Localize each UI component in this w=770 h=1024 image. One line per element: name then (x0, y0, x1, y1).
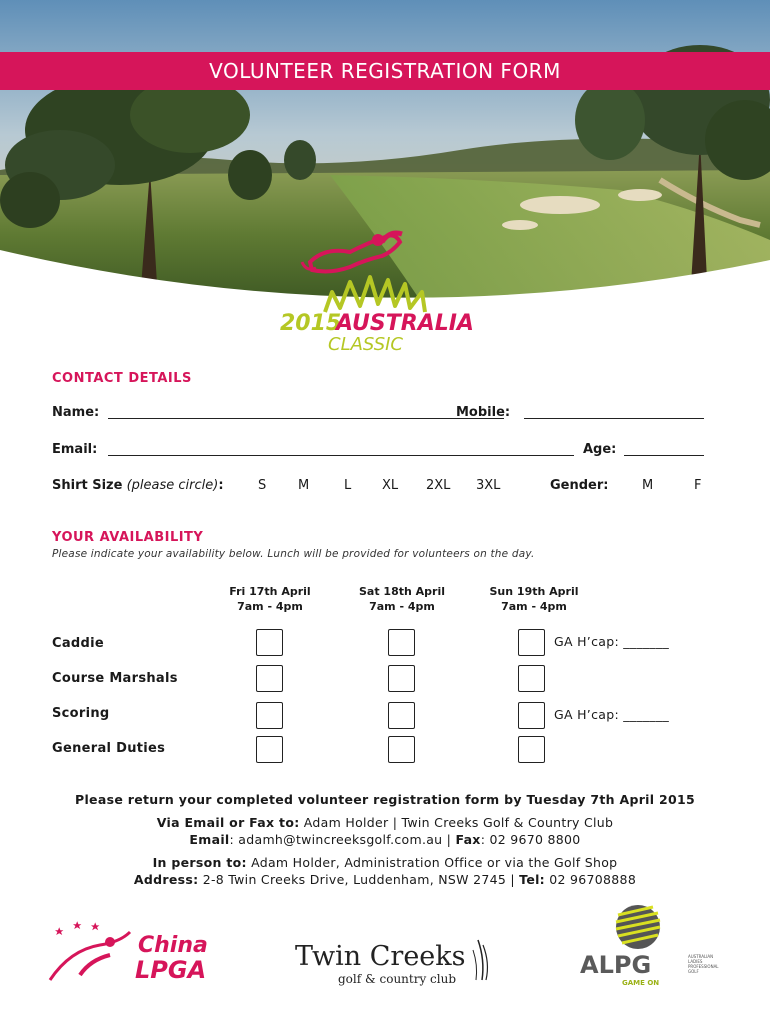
alpg-name: ALPG (580, 951, 652, 979)
name-label: Name: (52, 405, 100, 420)
shirt-size-option-xl[interactable]: XL (382, 478, 399, 493)
day-time: 7am - 4pm (369, 600, 435, 613)
twin-creeks-name: Twin Creeks (295, 941, 466, 972)
role-general-duties-label: General Duties (52, 741, 166, 756)
caddie-hcap-field[interactable]: GA H’cap: _______ (554, 634, 670, 649)
shirt-size-option-3xl[interactable]: 3XL (476, 478, 501, 493)
logo-subtitle: CLASSIC (328, 334, 403, 352)
checkbox-marshals-sun[interactable] (518, 665, 545, 692)
checkbox-general-sat[interactable] (388, 736, 415, 763)
day-header-sun (464, 584, 604, 614)
gender-label: Gender: (550, 478, 609, 493)
return-email-label: Email (189, 832, 230, 847)
return-deadline: Please return your completed volunteer registration form by Tuesday 7th April 2015 (75, 792, 695, 807)
day-header-sat (332, 584, 472, 614)
gender-option-f[interactable]: F (694, 478, 702, 493)
shirt-size-option-m[interactable]: M (298, 478, 310, 493)
checkbox-scoring-sat[interactable] (388, 702, 415, 729)
alpg-small-2: LADIES (688, 959, 703, 964)
alpg-small-4: GOLF (688, 969, 699, 974)
availability-heading: YOUR AVAILABILITY (52, 530, 204, 545)
shirt-size-option-s[interactable]: S (258, 478, 267, 493)
role-scoring-label: Scoring (52, 706, 110, 721)
scoring-hcap-field[interactable]: GA H’cap: _______ (554, 707, 670, 722)
inperson-value: Adam Holder, Administration Office or via the Golf Shop (251, 855, 618, 870)
shirt-size-option-l[interactable]: L (344, 478, 352, 493)
alpg-small-3: PROFESSIONAL (688, 964, 719, 969)
checkbox-caddie-sat[interactable] (388, 629, 415, 656)
form-title-banner: VOLUNTEER REGISTRATION FORM (0, 52, 770, 90)
age-field[interactable] (624, 444, 704, 456)
checkbox-marshals-sat[interactable] (388, 665, 415, 692)
gender-option-m[interactable]: M (642, 478, 654, 493)
china-lpga-logo (40, 920, 240, 990)
role-caddie-label: Caddie (52, 636, 104, 651)
twin-creeks-logo (290, 935, 500, 995)
twin-creeks-sub: golf & country club (338, 972, 457, 986)
checkbox-caddie-sun[interactable] (518, 629, 545, 656)
checkbox-caddie-fri[interactable] (256, 629, 283, 656)
china-lpga-top-text: China (138, 933, 208, 958)
tel-label: Tel: (519, 872, 545, 887)
in-person-line (0, 855, 770, 870)
logo-name: AUSTRALIA (336, 311, 474, 336)
alpg-tagline: GAME ON (622, 979, 660, 987)
shirt-size-label: Shirt Size (52, 478, 123, 493)
via-label: Via Email or Fax to: (156, 815, 300, 830)
return-fax-value: : 02 9670 8800 (480, 832, 581, 847)
day-time: 7am - 4pm (501, 600, 567, 613)
age-label: Age: (583, 442, 617, 457)
email-fax-line (0, 832, 770, 847)
role-course-marshals-label: Course Marshals (52, 671, 178, 686)
name-field[interactable] (108, 407, 504, 419)
australia-classic-logo (270, 222, 490, 352)
address-label: Address: (133, 872, 199, 887)
day-date: Sat 18th April (358, 585, 445, 598)
availability-note: Please indicate your availability below. Lunch will be provided for volunteers on the day. (52, 548, 535, 560)
email-field[interactable] (108, 444, 574, 456)
day-date: Sun 19th April (489, 585, 579, 598)
name-mobile-row (52, 405, 704, 423)
inperson-label: In person to: (152, 855, 247, 870)
shirt-size-option-2xl[interactable]: 2XL (426, 478, 451, 493)
email-age-row (52, 442, 704, 460)
mobile-label: Mobile: (456, 405, 511, 420)
day-date: Fri 17th April (229, 585, 311, 598)
china-lpga-bottom-text: LPGA (135, 956, 207, 984)
email-label: Email: (52, 442, 98, 457)
shirt-size-colon: : (218, 478, 224, 493)
shirt-size-label-group (52, 478, 224, 493)
address-line (0, 872, 770, 887)
via-value: Adam Holder | Twin Creeks Golf & Country Club (303, 815, 614, 830)
day-header-fri (200, 584, 340, 614)
shirt-gender-row (52, 478, 704, 496)
mobile-field[interactable] (524, 407, 704, 419)
shirt-size-hint: (please circle) (126, 478, 219, 493)
checkbox-general-sun[interactable] (518, 736, 545, 763)
return-fax-label: Fax (455, 832, 481, 847)
checkbox-scoring-sun[interactable] (518, 702, 545, 729)
checkbox-marshals-fri[interactable] (256, 665, 283, 692)
checkbox-scoring-fri[interactable] (256, 702, 283, 729)
alpg-logo (578, 905, 738, 990)
address-value: 2-8 Twin Creeks Drive, Luddenham, NSW 2745 | (202, 872, 515, 887)
checkbox-general-fri[interactable] (256, 736, 283, 763)
day-time: 7am - 4pm (237, 600, 303, 613)
contact-details-heading: CONTACT DETAILS (52, 371, 192, 386)
alpg-small-1: AUSTRALIAN (688, 954, 714, 959)
return-email-value[interactable]: : adamh@twincreeksgolf.com.au | (229, 832, 452, 847)
logo-year: 2015 (280, 311, 342, 336)
via-email-fax-line (0, 815, 770, 830)
tel-value: 02 96708888 (549, 872, 637, 887)
